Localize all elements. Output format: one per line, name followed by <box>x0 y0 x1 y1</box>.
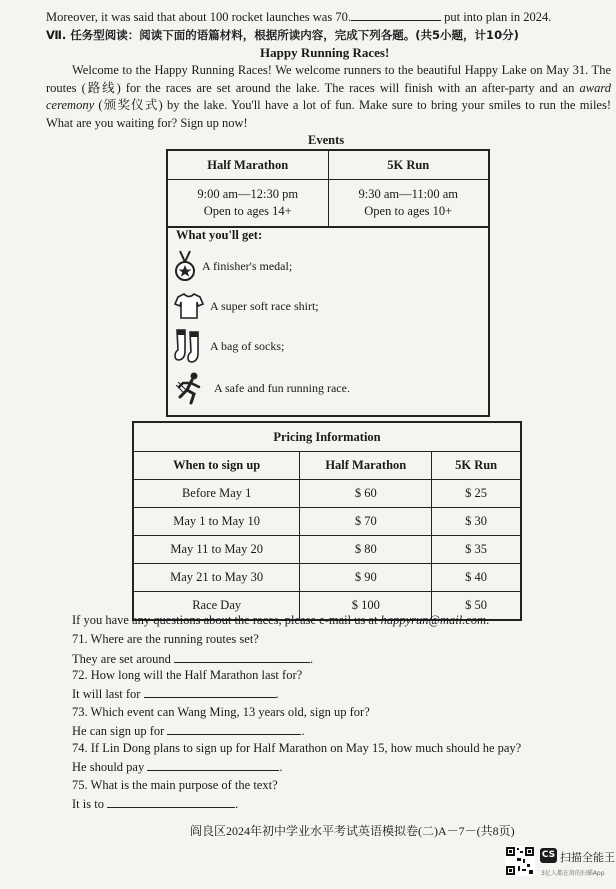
medal-icon <box>174 250 196 282</box>
answer-prompt: It is to <box>72 797 104 811</box>
contact-end: . <box>486 613 490 627</box>
pricing-cell: May 11 to May 20 <box>133 536 300 564</box>
pricing-cell: $ 35 <box>432 536 521 564</box>
reward-item <box>174 288 319 324</box>
pricing-row <box>133 564 521 592</box>
event-time: 9:30 am—11:00 am <box>358 187 459 201</box>
answer-line-71 <box>72 650 313 667</box>
answer-prompt: He should pay <box>72 760 145 774</box>
reward-item <box>174 328 284 364</box>
pricing-cell: $ 25 <box>432 480 521 508</box>
event-name-5k: 5K Run <box>328 150 489 180</box>
pricing-cell: May 1 to May 10 <box>133 508 300 536</box>
intro-text-end: (颁奖仪式) by the lake. You'll have a lot of fun. Make sure to bring your smiles to run the miles! What are you waiting for? Sign up now! <box>46 98 611 130</box>
event-age: Open to ages 10+ <box>364 204 453 218</box>
scanner-subtitle: 3亿人都在用的扫描App <box>541 870 605 877</box>
question-71: 71. Where are the running routes set? <box>72 632 259 646</box>
pricing-cell: May 21 to May 30 <box>133 564 300 592</box>
pricing-cell: $ 60 <box>300 480 432 508</box>
answer-line-75 <box>72 795 238 812</box>
reward-item <box>174 248 292 284</box>
reward-text: A bag of socks; <box>210 338 285 353</box>
event-age: Open to ages 14+ <box>203 204 292 218</box>
pricing-row <box>133 508 521 536</box>
pricing-row <box>133 480 521 508</box>
rewards-title: What you'll get: <box>176 228 263 242</box>
pricing-cell: $ 70 <box>300 508 432 536</box>
pricing-row <box>133 536 521 564</box>
reward-text: A super soft race shirt; <box>210 298 319 313</box>
pricing-cell: $ 100 <box>300 592 432 621</box>
event-5k-details <box>328 180 489 228</box>
intro-text: Welcome to the Happy Running Races! We welcome runners to the beautiful Happy Lake on May 31. The routes (路线) for the races are set around the lake. The races will finish with an after-party and an <box>46 63 611 95</box>
pricing-cell: Race Day <box>133 592 300 621</box>
pricing-cell: $ 30 <box>432 508 521 536</box>
answer-end: . <box>275 687 279 701</box>
pricing-cell: $ 40 <box>432 564 521 592</box>
question-75: 75. What is the main purpose of the text? <box>72 778 278 792</box>
previous-question-text: Moreover, it was said that about 100 rocket launches was 70. <box>46 10 351 24</box>
qr-code-icon <box>505 846 535 876</box>
answer-prompt: It will last for <box>72 687 141 701</box>
reward-item <box>174 370 350 406</box>
answer-end: . <box>301 724 305 738</box>
pricing-header: When to sign up <box>133 452 300 480</box>
pricing-header: 5K Run <box>432 452 521 480</box>
answer-end: . <box>235 797 239 811</box>
pricing-cell: $ 50 <box>432 592 521 621</box>
question-74: 74. If Lin Dong plans to sign up for Half Marathon on May 15, how much should he pay? <box>72 741 522 755</box>
reward-text: A finisher's medal; <box>202 258 293 273</box>
previous-question-tail: put into plan in 2024. <box>444 10 552 24</box>
section-header: Ⅶ. 任务型阅读：阅读下面的语篇材料，根据所读内容，完成下列各题。(共5小题，计10分) <box>46 28 519 42</box>
answer-prompt: He can sign up for <box>72 724 165 738</box>
answer-blank[interactable] <box>174 650 310 663</box>
pricing-cell: Before May 1 <box>133 480 300 508</box>
events-table <box>166 149 490 228</box>
pricing-cell: $ 80 <box>300 536 432 564</box>
answer-prompt: They are set around <box>72 652 171 666</box>
shirt-icon <box>174 292 204 320</box>
answer-line-72 <box>72 685 279 702</box>
pricing-cell: $ 90 <box>300 564 432 592</box>
answer-blank[interactable] <box>147 758 279 771</box>
answer-line-74 <box>72 758 282 775</box>
event-half-marathon-details <box>167 180 328 228</box>
answer-blank[interactable] <box>144 685 276 698</box>
pricing-title: Pricing Information <box>133 422 521 452</box>
scanner-badge: CS <box>540 848 557 863</box>
contact-email: happyrun@mail.com <box>380 613 487 627</box>
answer-line-73 <box>72 722 305 739</box>
contact-text: If you have any questions about the races, please e-mail us at <box>72 613 381 627</box>
events-title: Events <box>308 133 345 147</box>
event-name-half-marathon: Half Marathon <box>167 150 328 180</box>
rewards-box <box>166 222 490 417</box>
previous-question-line <box>46 8 551 25</box>
question-72: 72. How long will the Half Marathon last for? <box>72 668 303 682</box>
answer-blank[interactable] <box>351 8 441 21</box>
event-time: 9:00 am—12:30 pm <box>197 187 299 201</box>
article-title: Happy Running Races! <box>260 45 390 60</box>
runner-icon <box>174 371 208 405</box>
intro-paragraph <box>46 62 611 132</box>
page-footer: 阎良区2024年初中学业水平考试英语模拟卷(二)A－7－(共8页) <box>190 824 515 838</box>
question-73: 73. Which event can Wang Ming, 13 years old, sign up for? <box>72 705 370 719</box>
scanner-name: 扫描全能王 <box>560 851 615 864</box>
answer-blank[interactable] <box>167 722 301 735</box>
reward-text: A safe and fun running race. <box>214 380 350 395</box>
pricing-header: Half Marathon <box>300 452 432 480</box>
answer-end: . <box>279 760 283 774</box>
contact-line <box>72 612 489 628</box>
socks-icon <box>174 329 204 363</box>
pricing-table <box>132 421 522 621</box>
answer-end: . <box>310 652 314 666</box>
answer-blank[interactable] <box>107 795 235 808</box>
intro-emphasis: award ceremony <box>46 80 611 112</box>
